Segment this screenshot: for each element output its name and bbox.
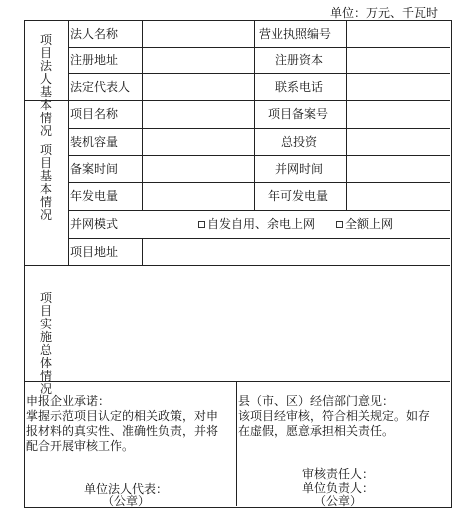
installed-capacity-label: 装机容量 (70, 135, 119, 149)
section-implementation-label: 项目实施总体情况 (39, 291, 52, 396)
opinion-seal: （公章） (314, 494, 363, 508)
checkbox-icon[interactable] (336, 221, 343, 228)
option-label: 全额上网 (345, 217, 394, 231)
row-divider (68, 47, 450, 48)
row-divider (68, 155, 450, 156)
legal-representative-label: 法定代表人 (70, 80, 131, 94)
commitment-line-1: 掌握示范项目认定的相关政策，对申 (26, 409, 219, 423)
section-divider (24, 100, 450, 101)
unit-label: 单位：万元、千瓦时 (329, 6, 438, 20)
contact-phone-label: 联系电话 (275, 80, 324, 94)
annual-generation-label: 年发电量 (70, 189, 119, 203)
annual-available-generation-label: 年可发电量 (268, 189, 329, 203)
grid-connection-time-label: 并网时间 (275, 162, 324, 176)
project-address-label: 项目地址 (70, 245, 119, 259)
row-divider (68, 182, 450, 183)
row-divider (68, 210, 450, 211)
option-label: 自发自用、余电上网 (207, 217, 316, 231)
opinion-title: 县（市、区）经信部门意见： (238, 394, 395, 408)
col-divider (142, 20, 143, 210)
section-legal-label: 项目法人基本情况 (39, 33, 52, 138)
commitment-line-2: 报材料的真实性、准确性负责，并将 (26, 424, 219, 438)
row-divider (68, 73, 450, 74)
col-divider (254, 20, 255, 210)
section-divider (24, 265, 450, 266)
project-filing-number-label: 项目备案号 (268, 107, 329, 121)
col-divider (346, 20, 347, 210)
legal-name-label: 法人名称 (70, 27, 119, 41)
col-divider (68, 20, 69, 265)
col-divider (236, 381, 237, 506)
commitment-title: 申报企业承诺： (26, 394, 111, 408)
reviewer-label: 审核责任人： (302, 467, 375, 481)
legal-rep-signature-label: 单位法人代表： (84, 482, 169, 496)
total-investment-label: 总投资 (281, 135, 318, 149)
business-license-label: 营业执照编号 (259, 27, 332, 41)
registered-address-label: 注册地址 (70, 53, 119, 67)
filing-time-label: 备案时间 (70, 162, 119, 176)
section-divider (24, 381, 450, 382)
unit-head-label: 单位负责人： (302, 481, 375, 495)
grid-mode-label: 并网模式 (70, 217, 119, 231)
checkbox-icon[interactable] (198, 221, 205, 228)
grid-mode-option-self-use[interactable] (198, 217, 315, 231)
row-divider (68, 128, 450, 129)
opinion-line-1: 该项目经审核，符合相关规定。如存 (238, 409, 431, 423)
commitment-seal: （公章） (102, 494, 151, 508)
grid-mode-option-full-grid[interactable] (336, 217, 393, 231)
commitment-line-3: 配合开展审核工作。 (26, 439, 135, 453)
section-basic-label: 项目基本情况 (39, 143, 52, 222)
row-divider (68, 238, 450, 239)
col-divider (142, 238, 143, 265)
project-name-label: 项目名称 (70, 107, 119, 121)
opinion-line-2: 在虚假，愿意承担相关责任。 (238, 424, 395, 438)
registered-capital-label: 注册资本 (275, 53, 324, 67)
